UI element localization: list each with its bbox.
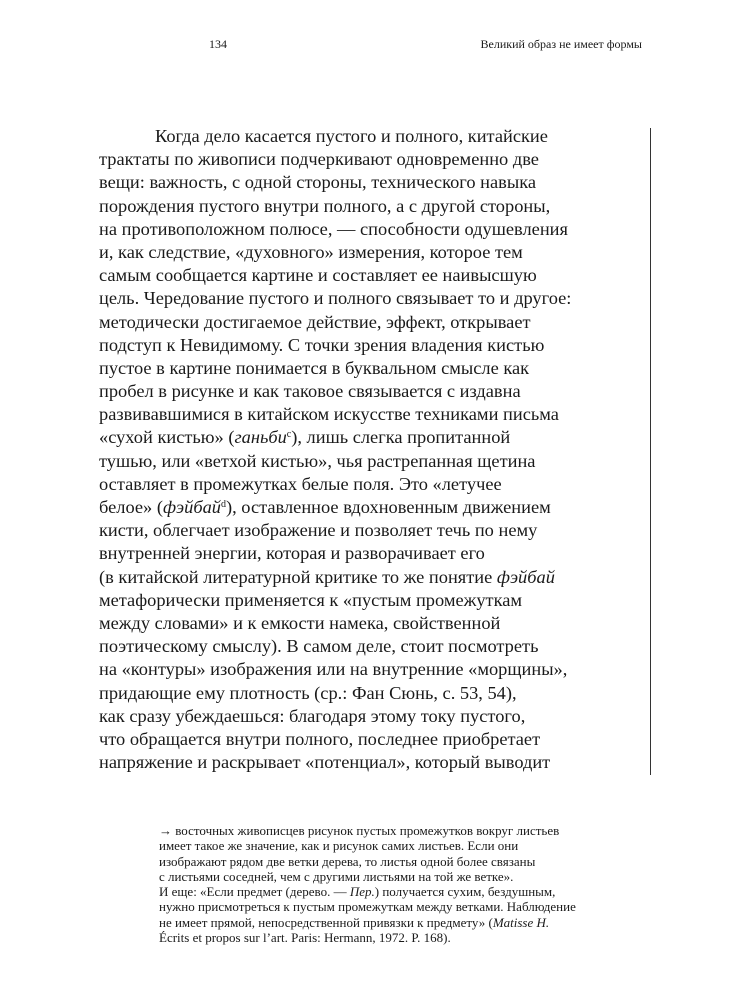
footnote-line-3: изображают рядом две ветки дерева, то листья одной более связаны [159,853,536,869]
footnote-line-6: нужно присмотреться к пустым промежуткам между ветками. Наблюдение [159,899,576,915]
running-title: Великий образ не имеет формы [480,37,642,51]
body-line-15: тушью, или «ветхой кистью», чья растрепанная щетина [99,450,536,471]
body-line-11: пустое в картине понимается в буквальном смысле как [99,357,530,378]
term-feibai-2: фэйбай [496,566,555,587]
note-marker-c: c [286,429,292,441]
body-line-22: между словами» и к емкости намека, свойственной [99,612,501,633]
body-line-20 [99,566,659,589]
body-line-1: Когда дело касается пустого и полного, китайские [155,126,548,146]
term-feibai: фэйбай [162,497,221,517]
term-ganbi: ганьби [234,427,287,448]
note-marker-d: d [220,499,226,510]
body-line-14-end: ), лишь слегка пропитанной [291,427,511,448]
body-line-27: что обращается внутри полного, последнее приобретает [99,728,541,749]
footnote [159,823,659,945]
body-line-16: оставляет в промежутках белые поля. Это «летучее [99,473,502,494]
footnote-line-7 [159,915,659,930]
footnote-line-5-start: И еще: «Если предмет (дерево. — [159,884,350,900]
body-line-17-end: ), оставленное вдохновенным движением [225,497,551,517]
body-line-17-start: белое» ( [99,497,163,517]
body-line-18: кисти, облегчает изображение и позволяет течь по нему [99,520,538,541]
body-line-6: и, как следствие, «духовного» измерения, которое тем [99,241,523,262]
body-line-17 [99,496,659,519]
body-line-28: напряжение и раскрывает «потенциал», который выводит [99,752,551,773]
body-line-20-start: (в китайской литературной критике то же понятие [99,566,497,587]
body-line-13: развивавшимися в китайском искусстве техниками письма [99,404,559,425]
footnote-line-4: с листьями соседней, чем с другими листьями на той же ветке». [159,868,514,884]
body-line-9: методически достигаемое действие, эффект, открывает [99,311,531,332]
footnote-line-7-start: не имеет прямой, непосредственной привязки к предмету» ( [159,914,493,930]
body-line-26: как сразу убеждаешься: благодаря этому току пустого, [99,705,526,726]
body-line-2: трактаты по живописи подчеркивают одновременно две [99,149,539,170]
footnote-line-5-end: ) получается сухим, бездушным, [374,884,556,900]
body-line-8: цель. Чередование пустого и полного связывает то и другое: [99,288,572,309]
body-line-7: самым сообщается картине и составляет ее наивысшую [99,265,537,286]
main-text [99,125,659,774]
body-line-14-start: «сухой кистью» ( [99,427,235,448]
body-line-3: вещи: важность, с одной стороны, технического навыка [99,172,537,193]
footnote-line-2: имеет такое же значение, как и рисунок самих листьев. Если они [159,838,519,854]
footnote-line-5 [159,884,659,899]
body-line-5: на противоположном полюсе, — способности одушевления [99,218,568,239]
body-line-4: порождения пустого внутри полного, а с другой стороны, [99,195,551,216]
term-translator: Пер. [349,884,375,900]
page-number: 134 [209,37,227,51]
body-line-12: пробел в рисунке и как таковое связывается с издавна [99,381,521,402]
body-line-21: метафорически применяется к «пустым промежуткам [99,589,523,610]
footnote-line-8: Écrits et propos sur l’art. Paris: Hermann, 1972. P. 168). [159,930,451,946]
body-line-25: придающие ему плотность (ср.: Фан Сюнь, с. 53, 54), [99,682,517,703]
citation-author: Matisse H. [492,914,550,930]
body-line-24: на «контуры» изображения или на внутренние «морщины», [99,659,568,680]
body-line-19: внутренней энергии, которая и разворачивает его [99,543,485,564]
body-line-14 [99,426,659,449]
footnote-line-1: → восточных живописцев рисунок пустых промежутков вокруг листьев [159,823,560,838]
body-line-23: поэтическому смыслу). В самом деле, стоит посмотреть [99,636,539,657]
body-line-10: подступ к Невидимому. С точки зрения владения кистью [99,334,545,355]
